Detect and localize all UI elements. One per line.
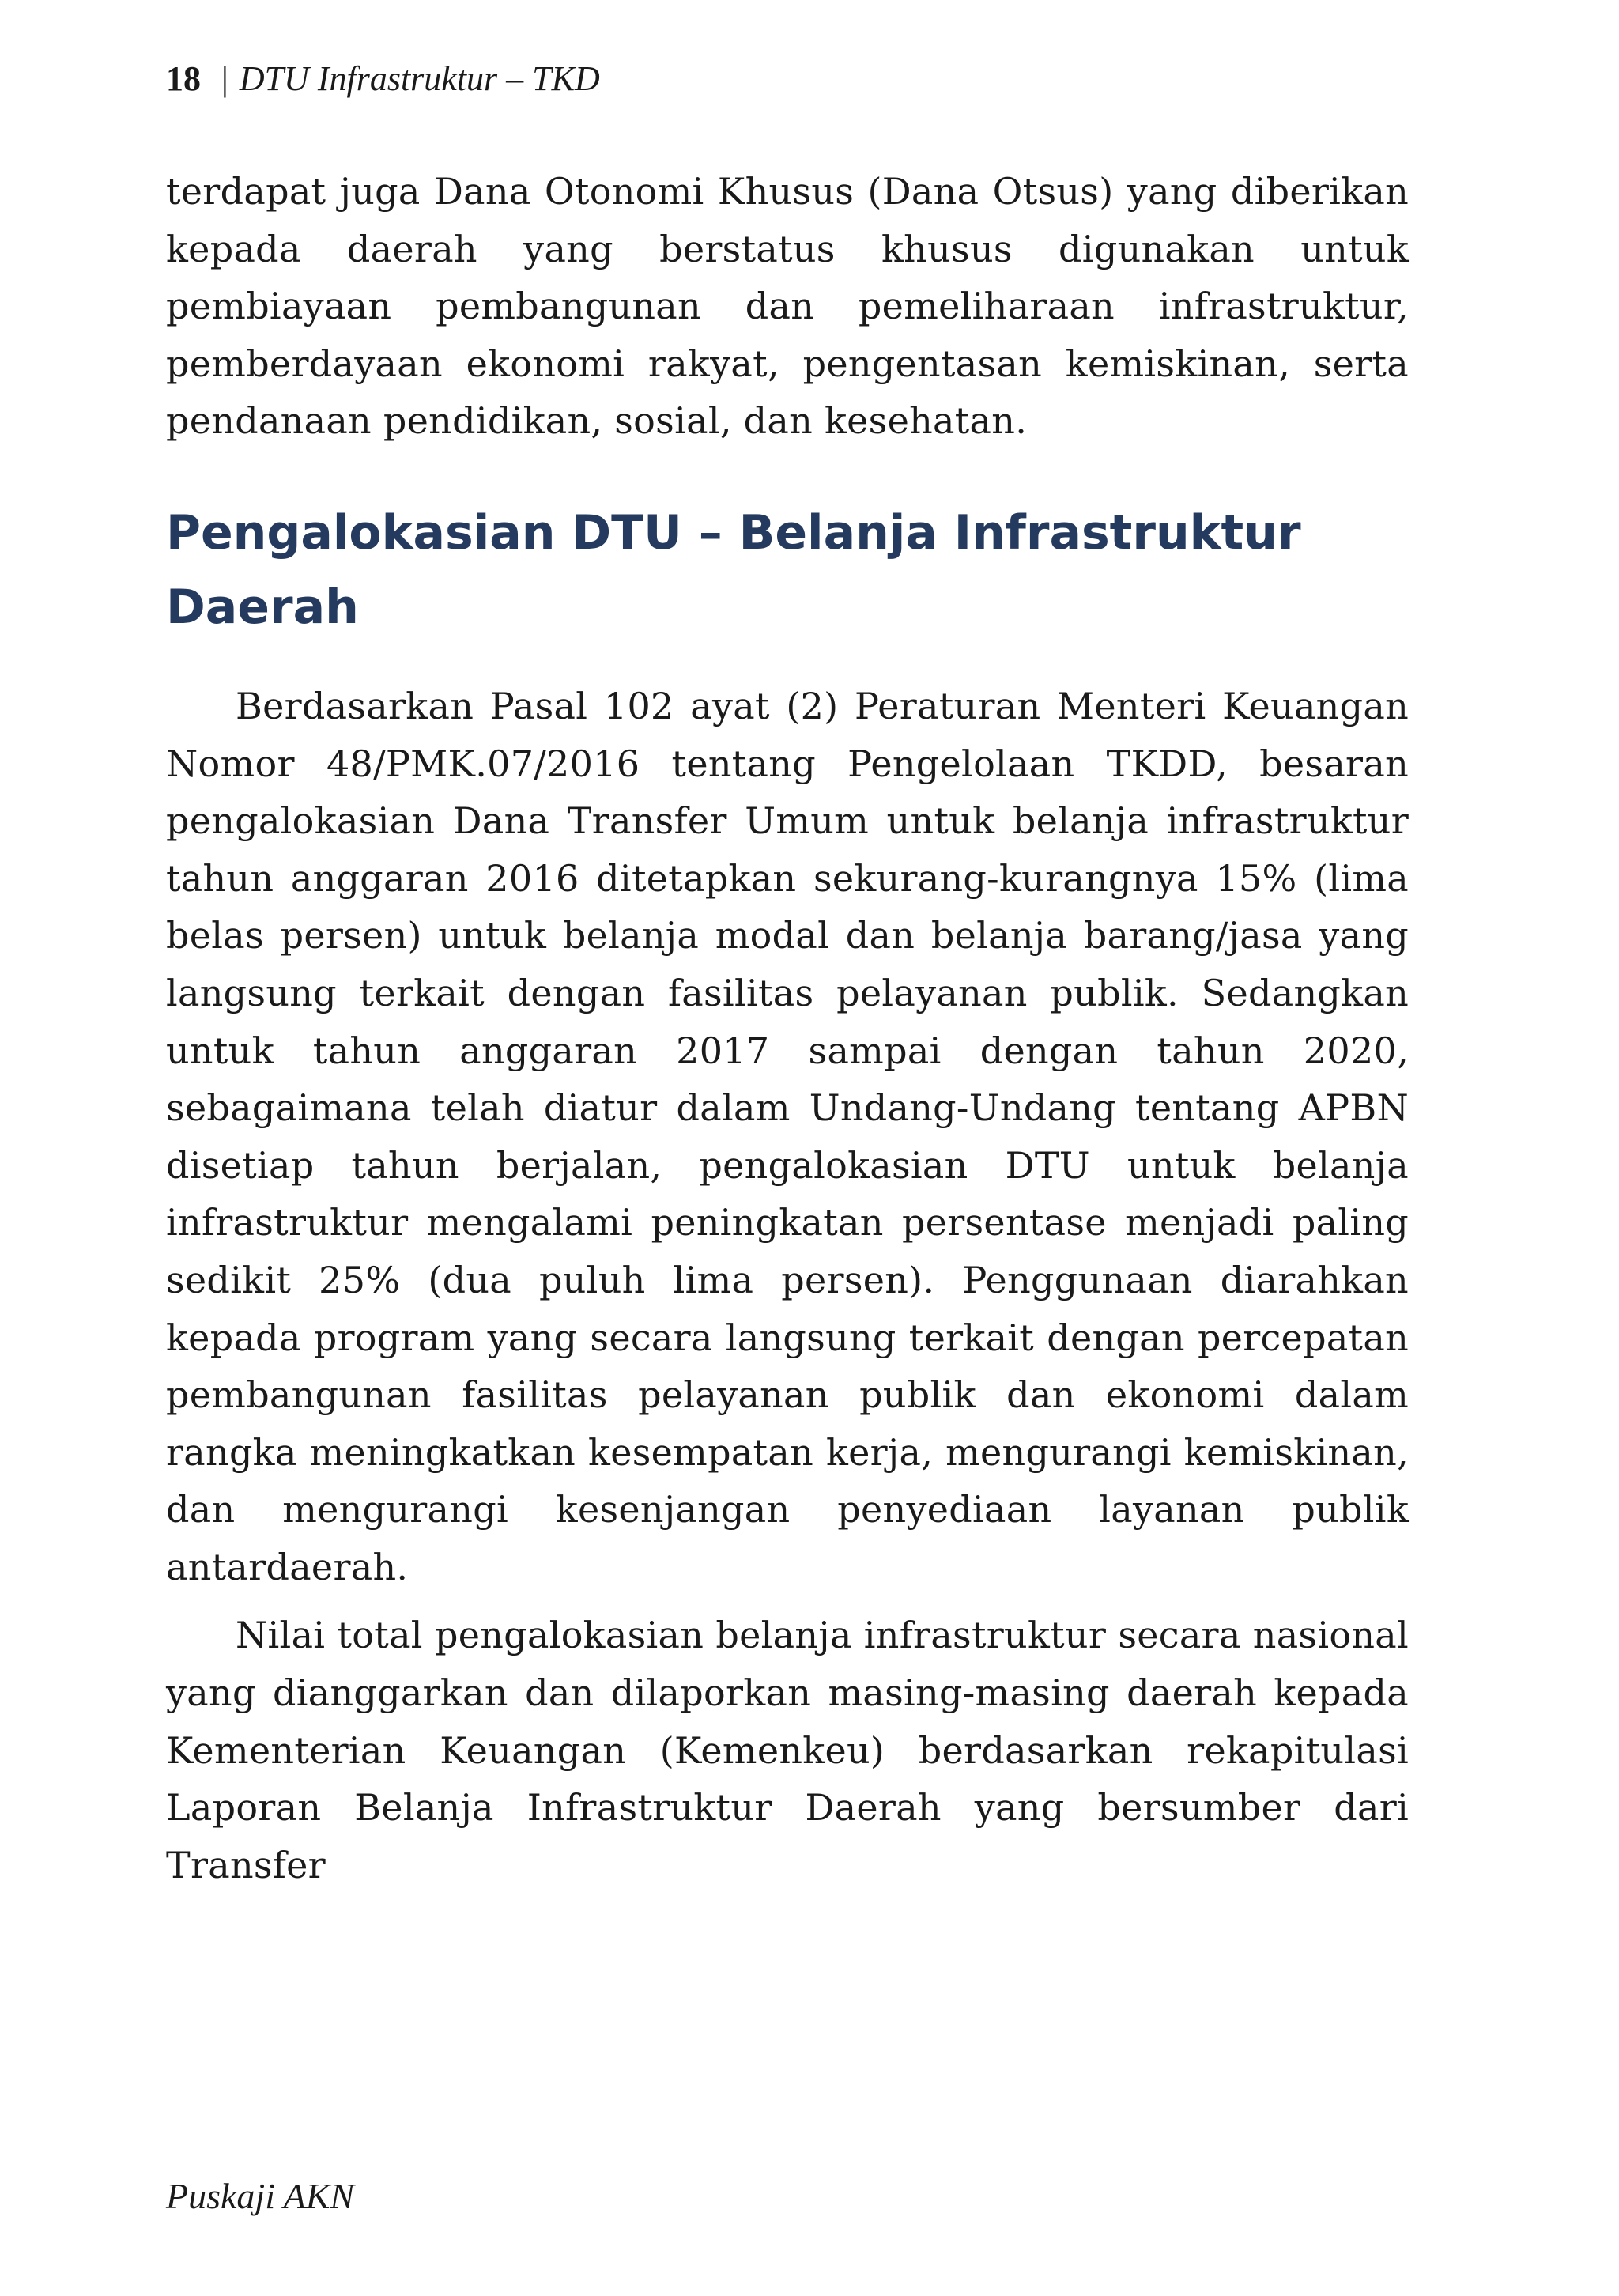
paragraph-continued: terdapat juga Dana Otonomi Khusus (Dana Otsus) yang diberikan kepada daerah yang berstatus khusus digunakan untuk pembiayaan pembangunan dan pemeliharaan infrastruktur, pemberdayaan ekonomi rakyat, pengentasan kemiskinan, serta pendanaan pendidikan, sosial, dan kesehatan. (166, 170, 1409, 443)
section-heading: Pengalokasian DTU – Belanja Infrastruktur Daerah (166, 504, 1301, 635)
page-body (166, 163, 1409, 1894)
running-header (166, 55, 600, 103)
page-number: 18 (166, 59, 201, 98)
header-title: DTU Infrastruktur – TKD (239, 59, 600, 98)
header-separator: | (221, 59, 228, 98)
paragraph-regulation: Berdasarkan Pasal 102 ayat (2) Peraturan Menteri Keuangan Nomor 48/PMK.07/2016 tentang Pengelolaan TKDD, besaran pengalokasian Dana Transfer Umum untuk belanja infrastruktur tahun anggaran 2016 ditetapkan sekurang-kurangnya 15% (lima belas persen) untuk belanja modal dan belanja barang/jasa yang langsung terkait dengan fasilitas pelayanan publik. Sedangkan untuk tahun anggaran 2017 sampai dengan tahun 2020, sebagaimana telah diatur dalam Undang-Undang tentang APBN disetiap tahun berjalan, pengalokasian DTU untuk belanja infrastruktur mengalami peningkatan persentase menjadi paling sedikit 25% (dua puluh lima persen). Penggunaan diarahkan kepada program yang secara langsung terkait dengan percepatan pembangunan fasilitas pelayanan publik dan ekonomi dalam rangka meningkatkan kesempatan kerja, mengurangi kemiskinan, dan mengurangi kesenjangan penyediaan layanan publik antardaerah. (166, 684, 1409, 1588)
running-footer: Puskaji AKN (166, 2176, 355, 2216)
paragraph-national-allocation: Nilai total pengalokasian belanja infrastruktur secara nasional yang dianggarkan dan dilaporkan masing-masing daerah kepada Kementerian Keuangan (Kemenkeu) berdasarkan rekapitulasi Laporan Belanja Infrastruktur Daerah yang bersumber dari Transfer (166, 1614, 1409, 1886)
